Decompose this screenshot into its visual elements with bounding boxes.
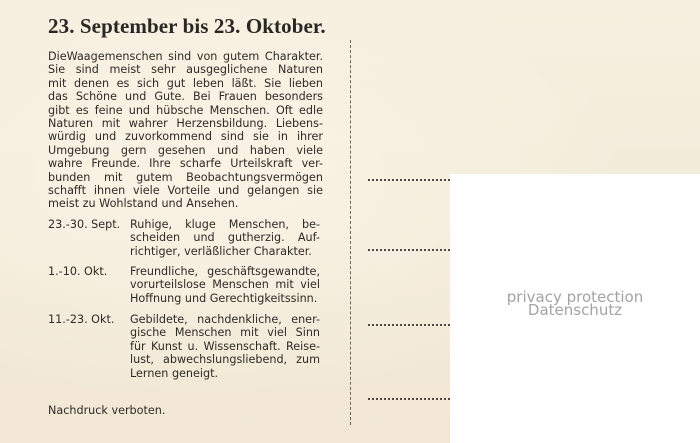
entry-date: 1.-10. Okt. [48, 265, 108, 278]
entry-line: Ruhige, kluge Menschen, be- [130, 218, 320, 231]
entry-line: Hoffnung und Gerechtigkeitssinn. [130, 291, 318, 305]
entry-date: 11.-23. Okt. [48, 313, 115, 326]
intro-line: das Schöne und Gute. Bei Frauen besonders [48, 90, 323, 104]
intro-line: meist zu Wohlstand und Ansehen. [48, 197, 239, 211]
intro-paragraph [48, 50, 323, 211]
entry-line: für Kunst u. Wissenschaft. Reise- [130, 339, 320, 353]
address-line [368, 179, 450, 181]
entry-okt-early [48, 265, 324, 307]
entry-line: Gebildete, nachdenkliche, ener- [130, 313, 320, 326]
intro-line: Sie sind meist sehr ausgeglichene Naturen [48, 63, 323, 77]
address-line [368, 398, 450, 400]
intro-line: bunden mit gutem Beobachtungsvermögen [48, 170, 323, 184]
entry-date: 23.-30. Sept. [48, 218, 121, 231]
entry-okt-late [48, 313, 324, 383]
entry-line: lust, abwechslungsliebend, zum [130, 353, 320, 367]
intro-line: schafft ihnen viele Vorteile und gelangen sie [48, 184, 323, 198]
entry-line: Freundliche, geschäftsgewandte, [130, 265, 320, 278]
datenschutz-label: Datenschutz [527, 301, 623, 319]
entry-line: scheiden und gutherzig. Auf- [130, 231, 320, 245]
intro-line: mit denen es sich gut leben läßt. Sie lieben [48, 76, 323, 90]
entry-line: gische Menschen mit viel Sinn [130, 326, 320, 340]
address-line [368, 324, 450, 326]
entry-line: richtiger, verläßlicher Charakter. [130, 244, 312, 258]
privacy-protection-label: privacy protection [506, 288, 644, 306]
intro-line: Umgebung gern gesehen und haben viele [48, 143, 323, 157]
center-divider [350, 40, 351, 425]
entry-line: vorurteilslose Menschen mit viel [130, 278, 320, 292]
entry-line: Lernen geneigt. [130, 366, 219, 380]
reprint-notice: Nachdruck verboten. [48, 404, 166, 417]
entry-text [130, 313, 320, 380]
intro-line: Naturen mit wahrer Herzensbildung. Liebens- [48, 117, 323, 131]
entry-text [130, 265, 320, 305]
intro-line: wahre Freunde. Ihre scharfe Urteilskraft ver- [48, 157, 323, 171]
intro-line: würdig und zuvorkommend sind sie in ihrer [48, 130, 323, 144]
address-line [368, 249, 450, 251]
intro-line: DieWaagemenschen sind von gutem Charakter. [48, 50, 323, 63]
page-title: 23. September bis 23. Oktober. [48, 14, 326, 38]
intro-line: gibt es feine und hübsche Menschen. Oft edle [48, 103, 323, 117]
privacy-mask [450, 174, 700, 443]
entry-text [130, 218, 320, 258]
entry-sept [48, 218, 324, 260]
